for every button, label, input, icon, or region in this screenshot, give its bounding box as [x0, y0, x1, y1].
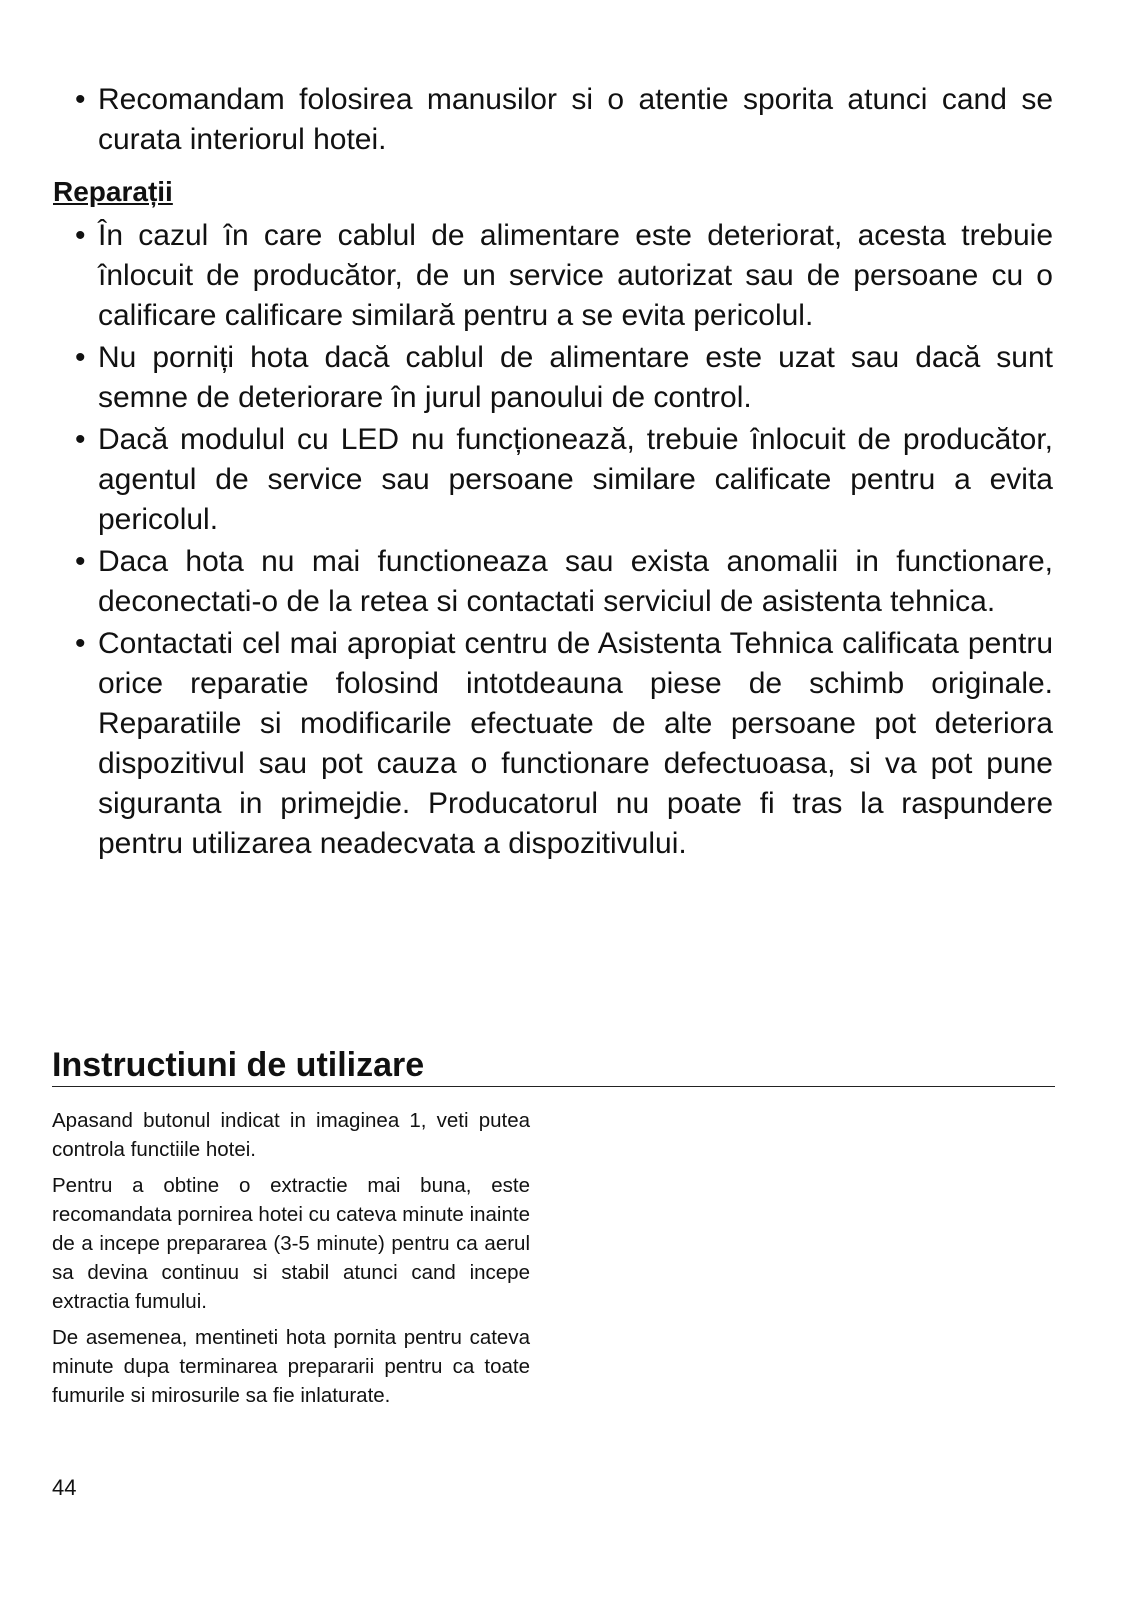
bullet-item: • Daca hota nu mai functioneaza sau exista anomalii in functionare, deconectati-o de la retea si contactati serviciul de asistenta tehnica. — [53, 542, 1053, 622]
repairs-bullet-list — [53, 216, 1053, 866]
safety-bullet-list — [53, 80, 1053, 162]
bullet-item: • În cazul în care cablul de alimentare este deteriorat, acesta trebuie înlocuit de producător, de un service autorizat sau de persoane cu o calificare calificare similară pentru a se evita pericolul. — [53, 216, 1053, 336]
paragraph: Apasand butonul indicat in imaginea 1, veti putea controla functiile hotei. — [52, 1109, 530, 1161]
bullet-item: • Contactati cel mai apropiat centru de Asistenta Tehnica calificata pentru orice reparatie folosind intotdeauna piese de schimb originale. Reparatiile si modificarile efectuate de alte persoane pot deteriora dispozitivul sau pot cauza o functionare defectuoasa, si va pot pune siguranta in primejdie. Producatorul nu poate fi tras la raspundere pentru utilizarea neadecvata a dispozitivului. — [53, 624, 1053, 864]
instructions-body — [52, 1106, 530, 1417]
bullet-item: • Dacă modulul cu LED nu funcționează, trebuie înlocuit de producător, agentul de service sau persoane similare calificate pentru a evita pericolul. — [53, 420, 1053, 540]
paragraph: Pentru a obtine o extractie mai buna, este recomandata pornirea hotei cu cateva minute inainte de a incepe prepararea (3-5 minute) pentru ca aerul sa devina continuu si stabil atunci cand incepe extractia fumului. — [52, 1174, 530, 1313]
paragraph: De asemenea, mentineti hota pornita pentru cateva minute dupa terminarea prepararii pentru ca toate fumurile si mirosurile sa fie inlaturate. — [52, 1326, 530, 1407]
section-heading-repairs: Reparații — [53, 176, 173, 207]
bullet-item: • Recomandam folosirea manusilor si o atentie sporita atunci cand se curata interiorul hotei. — [53, 80, 1053, 160]
page-number: 44 — [52, 1475, 77, 1500]
section-heading-instructions: Instructiuni de utilizare — [52, 1044, 1055, 1087]
bullet-item: • Nu porniți hota dacă cablul de alimentare este uzat sau dacă sunt semne de deteriorare în jurul panoului de control. — [53, 338, 1053, 418]
